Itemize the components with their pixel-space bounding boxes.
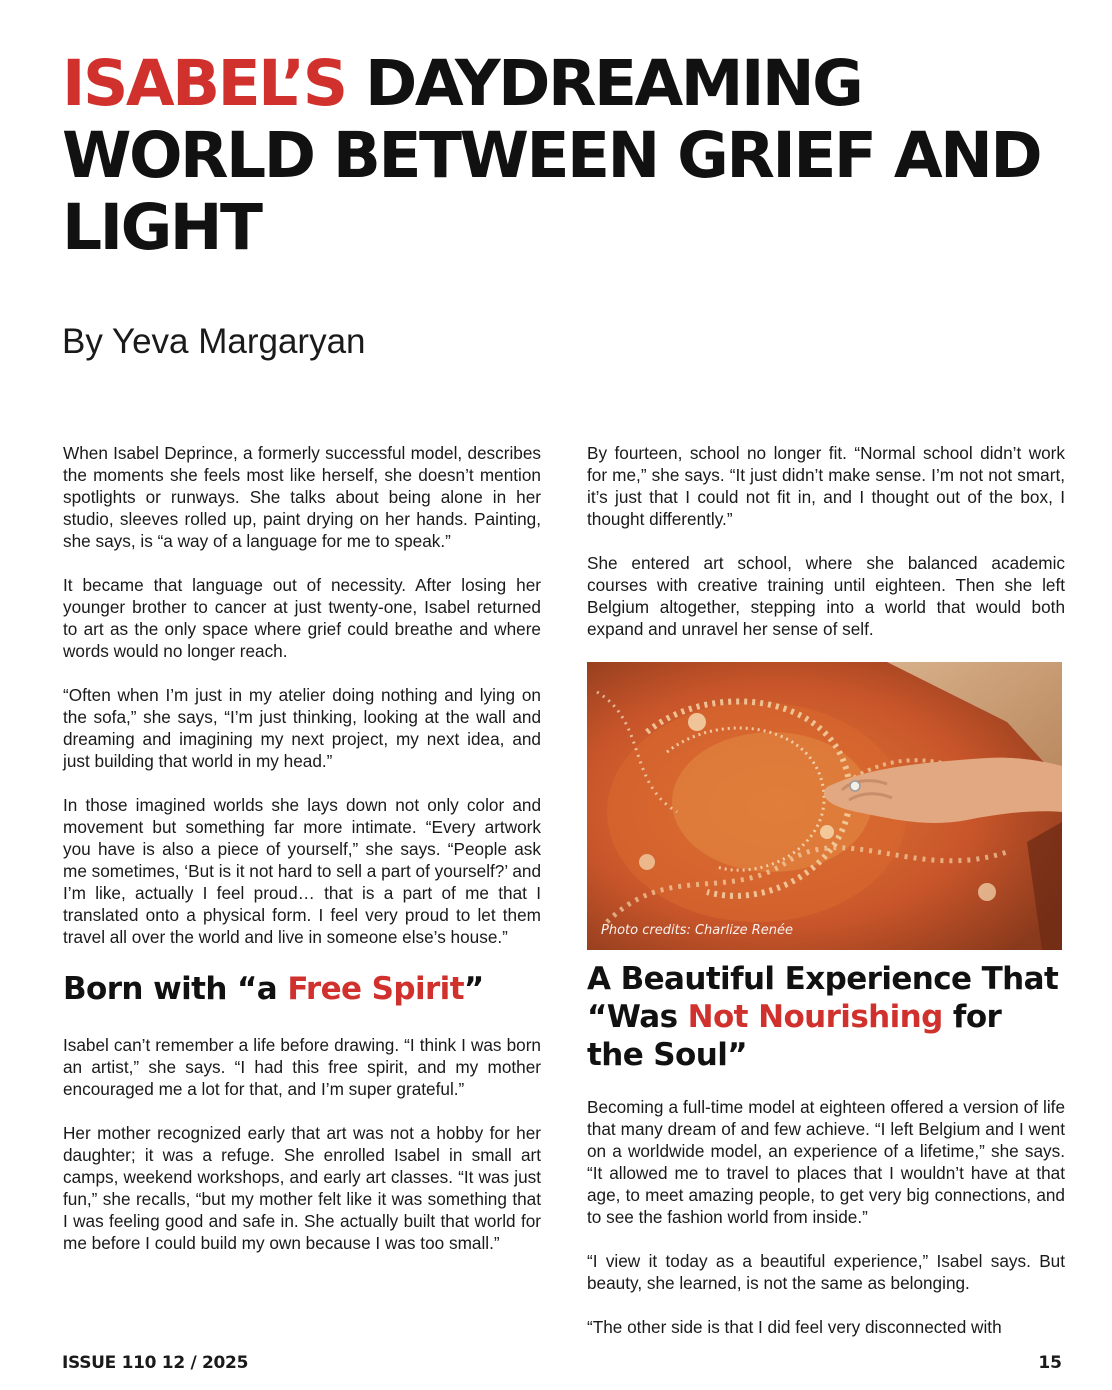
left-column (63, 442, 541, 1276)
artwork-photo (587, 662, 1062, 950)
body-paragraph: It became that language out of necessity. After losing her younger brother to cancer at just twenty-one, Isabel returned to art as the only space where grief could breathe and where words would no longer reach. (63, 575, 541, 661)
section-subheading-free-spirit (63, 970, 541, 1008)
photo-credit: Photo credits: Charlize Renée (601, 923, 794, 938)
body-paragraph: She entered art school, where she balanced academic courses with creative training until eighteen. Then she left Belgium altogether, stepping into a world that would both expand and unravel her sense of self. (587, 553, 1065, 639)
body-paragraph: In those imagined worlds she lays down not only color and movement but something far more intimate. “Every artwork you have is also a piece of yourself,” she says. “People ask me sometimes, ‘But is it not hard to sell a part of yourself?’ and I’m like, actually I feel proud… that is a part of me that I translated onto a physical form. I feel very proud to let them travel all over the world and live in someone else’s house.” (63, 795, 541, 947)
issue-label: ISSUE 110 12 / 2025 (62, 1353, 249, 1373)
headline-highlight: ISABEL’S (62, 47, 346, 120)
body-paragraph: Becoming a full-time model at eighteen offered a version of life that many dream of and few achieve. “I left Belgium and I went on a worldwide model, an experience of a lifetime,” she says. “It allowed me to travel to places that I wouldn’t have at that age, to meet amazing people, to get very big connections, and to see the fashion world from inside.” (587, 1097, 1065, 1227)
subhead-text: Born with “a (63, 971, 288, 1007)
subhead-highlight: Not Nourishing (687, 999, 943, 1035)
painting-illustration (587, 662, 1062, 950)
body-paragraph: When Isabel Deprince, a formerly successful model, describes the moments she feels most like herself, she doesn’t mention spotlights or runways. She talks about being alone in her studio, sleeves rolled up, paint drying on her hands. Painting, she says, is “a way of a language for me to speak.” (63, 443, 541, 551)
body-paragraph: Her mother recognized early that art was not a hobby for her daughter; it was a refuge. She enrolled Isabel in small art camps, weekend workshops, and early art classes. “It was just fun,” she recalls, “but my mother felt like it was something that I was feeling good and safe in. She actually built that world for me before I could build my own because I was too small.” (63, 1123, 541, 1253)
right-column (587, 442, 1065, 1360)
subhead-text: A Beautiful Experience That “Was (587, 961, 1059, 1035)
body-paragraph: “I view it today as a beautiful experience,” Isabel says. But beauty, she learned, is not the same as belonging. (587, 1251, 1065, 1293)
body-paragraph: Isabel can’t remember a life before drawing. “I think I was born an artist,” she says. “I had this free spirit, and my mother encouraged me a lot for that, and I’m super grateful.” (63, 1035, 541, 1099)
body-paragraph: “Often when I’m just in my atelier doing nothing and lying on the sofa,” she says, “I’m just thinking, looking at the wall and dreaming and imagining my next project, my next idea, and just building that world in my head.” (63, 685, 541, 771)
page-number: 15 (1038, 1353, 1062, 1373)
headline-rest: DAYDREAMING WORLD BETWEEN GRIEF AND LIGHT (62, 47, 1041, 264)
subhead-text: ” (463, 971, 484, 1007)
body-paragraph: “The other side is that I did feel very disconnected with (587, 1317, 1002, 1337)
article-headline (62, 48, 1052, 264)
section-subheading-beautiful-experience (587, 960, 1065, 1074)
subhead-highlight: Free Spirit (287, 971, 464, 1007)
body-paragraph: By fourteen, school no longer fit. “Normal school didn’t work for me,” she says. “It just didn’t make sense. I’m not not smart, it’s just that I could not fit in, and I thought out of the box, I thought differently.” (587, 443, 1065, 529)
byline: By Yeva Margaryan (62, 322, 366, 361)
subhead-text: for the Soul” (587, 999, 1002, 1073)
